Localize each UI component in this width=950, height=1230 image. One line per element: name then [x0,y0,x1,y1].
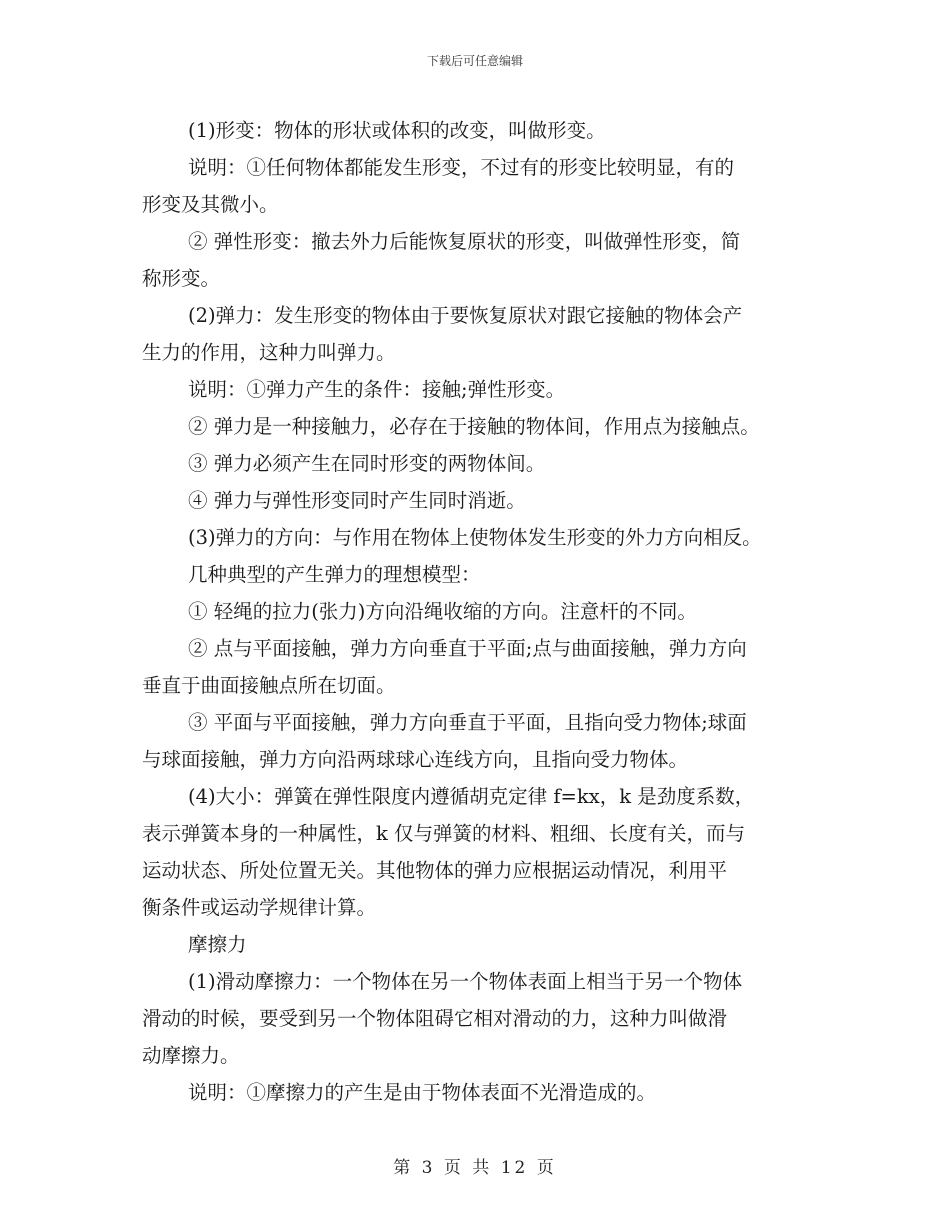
text-line: 垂直于曲面接触点所在切面。 [142,674,396,697]
text-line: ② 弹性形变：撤去外力后能恢复原状的形变，叫做弹性形变，简 [188,230,741,253]
text-line: 摩擦力 [188,933,247,956]
text-line: 形变及其微小。 [142,193,279,216]
text-line: 说明：①弹力产生的条件：接触;弹性形变。 [188,378,566,401]
paragraph [142,556,822,593]
paragraph [142,630,822,704]
paragraph [142,445,822,482]
text-line: 衡条件或运动学规律计算。 [142,896,377,919]
text-line: (3)弹力的方向：与作用在物体上使物体发生形变的外力方向相反。 [188,526,762,549]
text-line: 动摩擦力。 [142,1044,240,1067]
text-line: 运动状态、所处位置无关。其他物体的弹力应根据运动情况，利用平 [142,859,728,882]
section-heading [142,926,822,963]
page-header: 下载后可任意编辑 [426,54,523,68]
text-line: 几种典型的产生弹力的理想模型： [188,563,481,586]
paragraph [142,112,822,149]
text-line: ② 点与平面接触，弹力方向垂直于平面;点与曲面接触，弹力方向 [188,637,747,660]
paragraph [142,297,822,371]
paragraph [142,778,822,926]
text-line: 说明：①任何物体都能发生形变，不过有的形变比较明显，有的 [188,156,735,179]
text-line: (2)弹力：发生形变的物体由于要恢复原状对跟它接触的物体会产 [188,304,743,327]
text-line: 称形变。 [142,267,221,290]
text-line: (4)大小：弹簧在弹性限度内遵循胡克定律 f=kx，k 是劲度系数， [188,785,755,808]
text-line: ③ 平面与平面接触，弹力方向垂直于平面，且指向受力物体;球面 [188,711,747,734]
text-line: 说明：①摩擦力的产生是由于物体表面不光滑造成的。 [188,1081,657,1104]
page-footer: 第 3 页 共 12 页 [393,1158,557,1178]
paragraph [142,519,822,556]
text-line: ② 弹力是一种接触力，必存在于接触的物体间，作用点为接触点。 [188,415,760,438]
paragraph [142,704,822,778]
paragraph [142,371,822,408]
paragraph [142,593,822,630]
text-line: ③ 弹力必须产生在同时形变的两物体间。 [188,452,546,475]
text-line: (1)形变：物体的形状或体积的改变，叫做形变。 [188,119,606,142]
text-line: (1)滑动摩擦力：一个物体在另一个物体表面上相当于另一个物体 [188,970,743,993]
paragraph [142,963,822,1074]
text-line: ① 轻绳的拉力(张力)方向沿绳收缩的方向。注意杆的不同。 [188,600,697,623]
text-line: ④ 弹力与弹性形变同时产生同时消逝。 [188,489,526,512]
paragraph [142,408,822,445]
paragraph [142,1074,822,1111]
text-line: 表示弹簧本身的一种属性，k 仅与弹簧的材料、粗细、长度有关，而与 [142,822,746,845]
text-line: 与球面接触，弹力方向沿两球球心连线方向，且指向受力物体。 [142,748,689,771]
paragraph [142,149,822,223]
text-line: 生力的作用，这种力叫弹力。 [142,341,396,364]
paragraph [142,482,822,519]
text-line: 滑动的时候，要受到另一个物体阻碍它相对滑动的力，这种力叫做滑 [142,1007,728,1030]
document-body [142,112,822,1111]
paragraph [142,223,822,297]
